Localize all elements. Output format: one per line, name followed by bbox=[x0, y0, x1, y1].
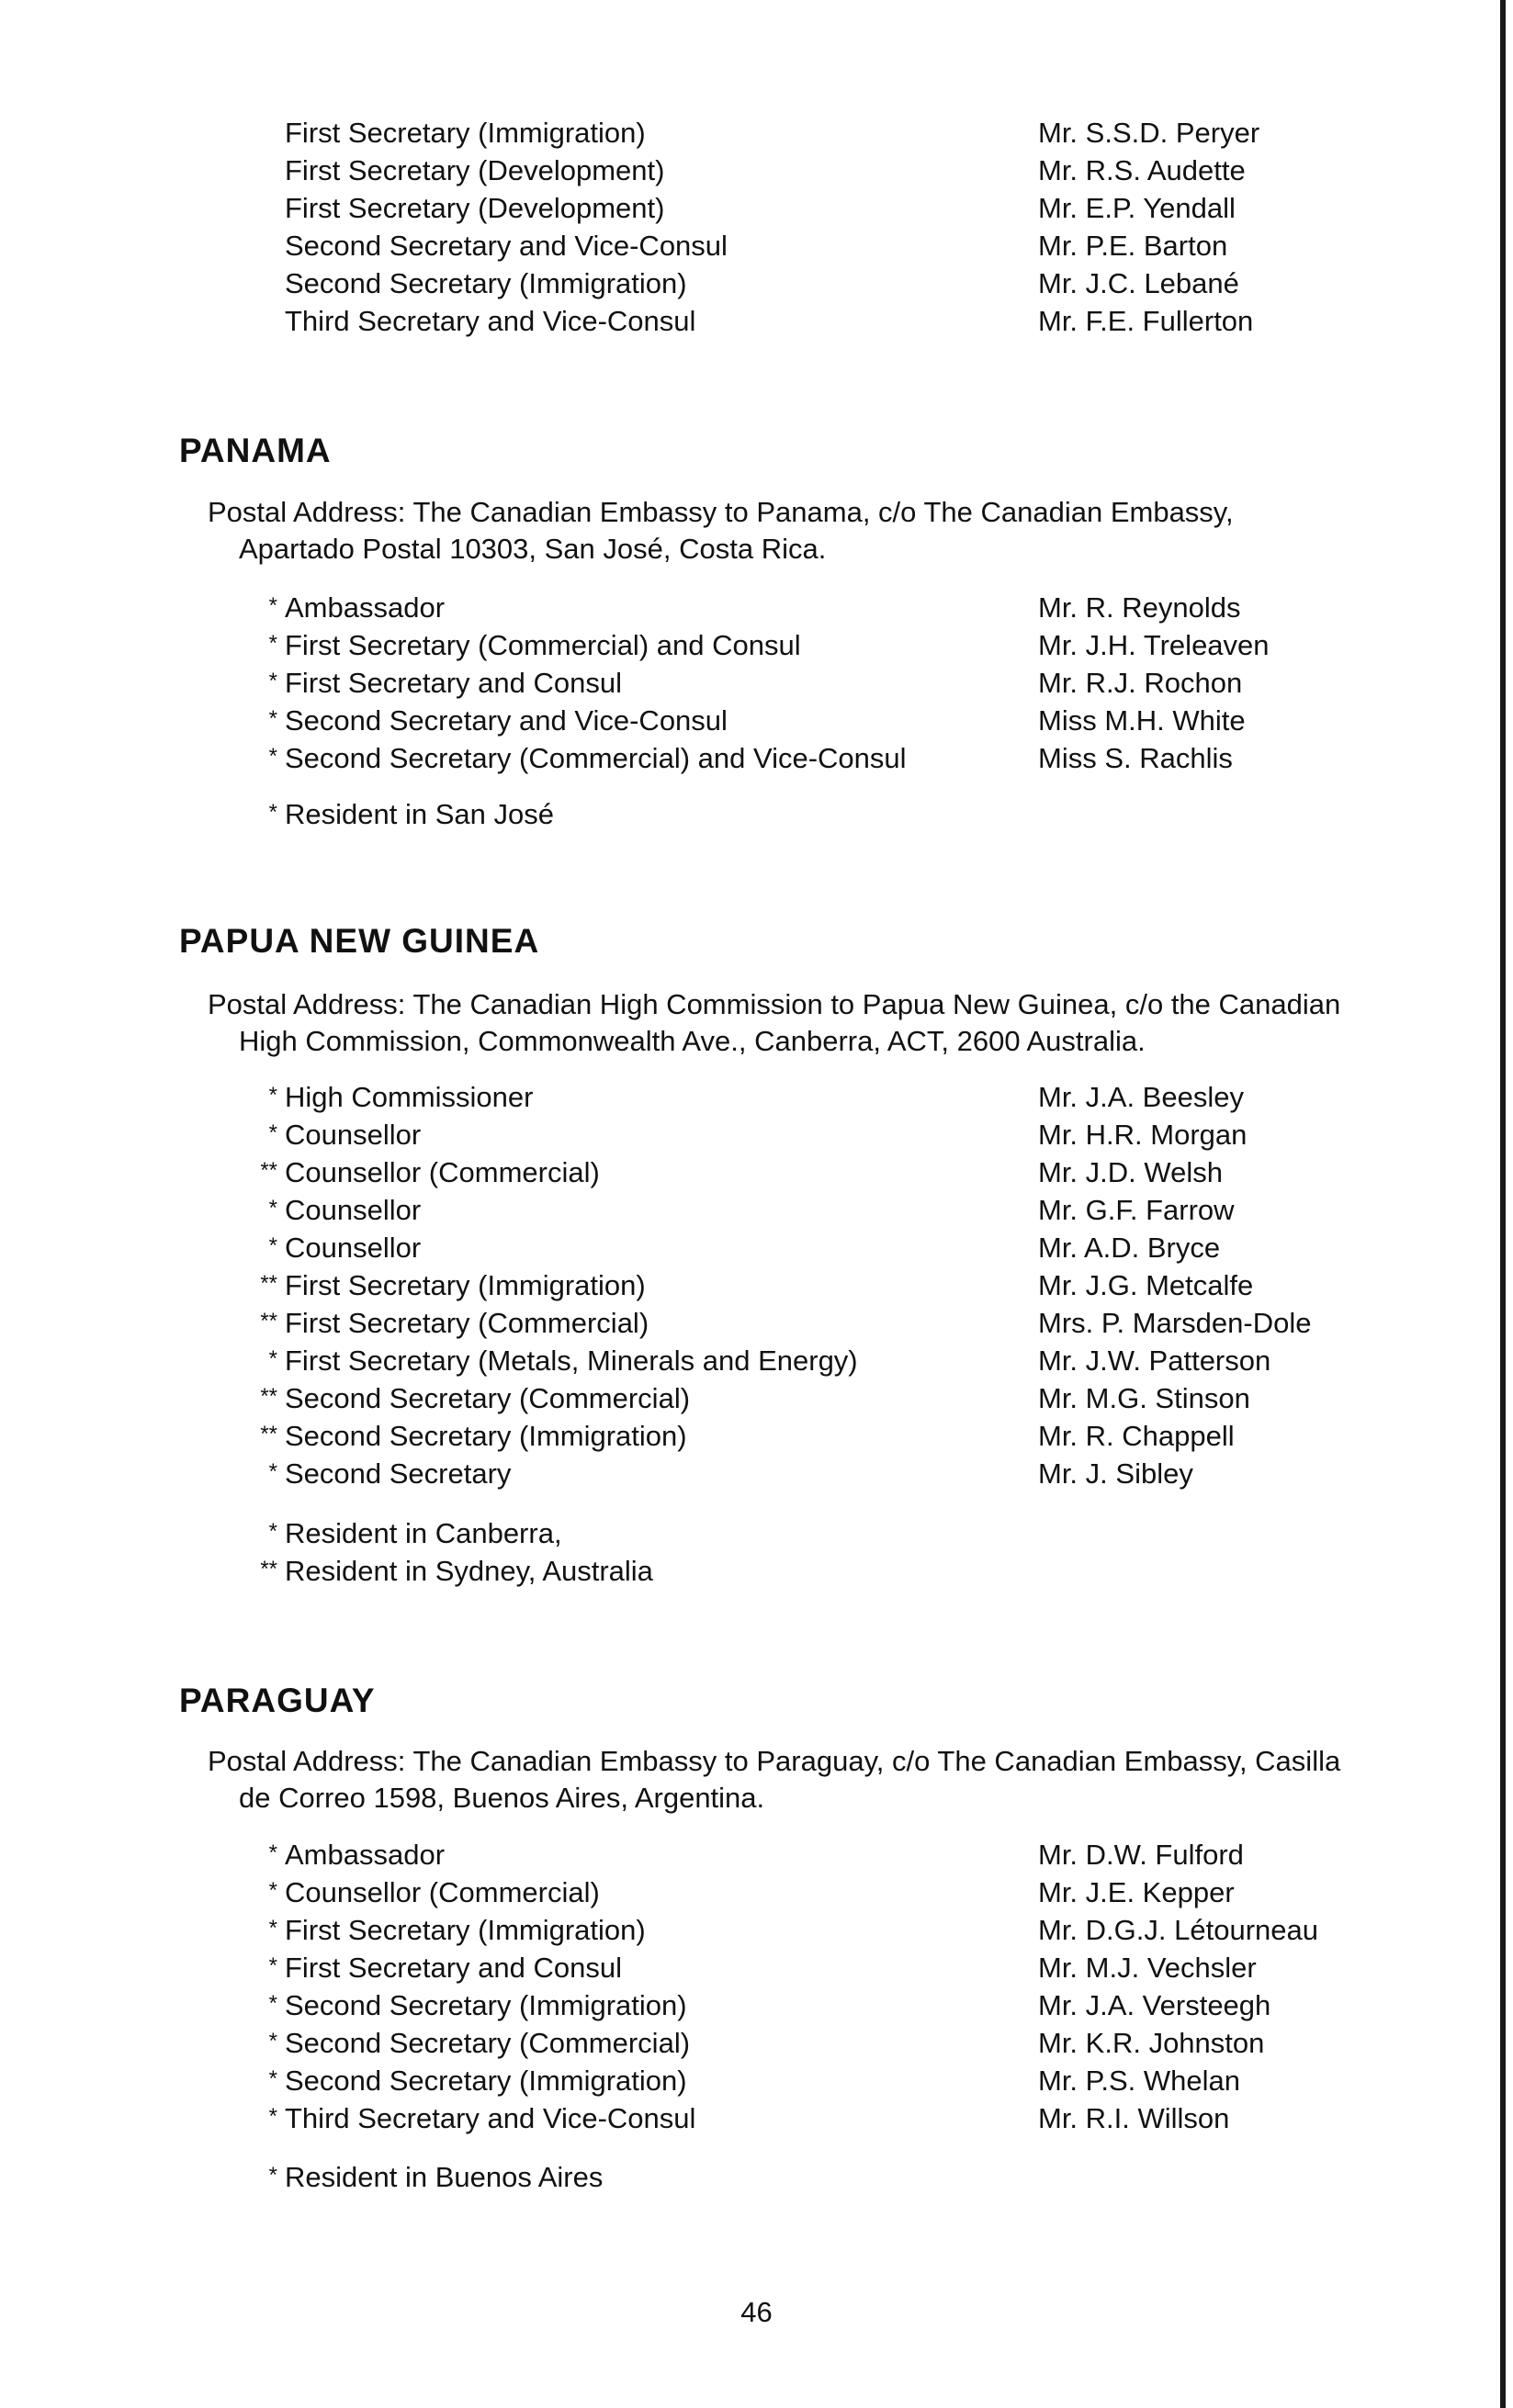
page-number: 46 bbox=[740, 2296, 773, 2328]
staff-row bbox=[0, 1078, 1488, 1116]
staff-row bbox=[0, 2099, 1488, 2137]
position-title: First Secretary (Immigration) bbox=[285, 1269, 646, 1301]
staff-row bbox=[0, 152, 1488, 189]
officer-name: Mr. P.E. Barton bbox=[1038, 230, 1228, 262]
footnote-line bbox=[0, 1514, 827, 1552]
position-title: First Secretary (Immigration) bbox=[285, 1914, 646, 1946]
position-title: Second Secretary (Immigration) bbox=[285, 1989, 687, 2021]
staff-row bbox=[0, 2062, 1488, 2099]
officer-name: Mr. D.G.J. Létourneau bbox=[1038, 1914, 1318, 1946]
footnote-marker: * bbox=[268, 706, 277, 731]
footnote-marker: * bbox=[268, 1916, 277, 1941]
officer-name: Mr. R.S. Audette bbox=[1038, 154, 1246, 186]
officer-name: Mr. R. Chappell bbox=[1038, 1420, 1235, 1452]
officer-name: Mr. A.D. Bryce bbox=[1038, 1232, 1221, 1264]
section-heading-panama: PANAMA bbox=[179, 432, 332, 469]
footnote-marker: * bbox=[268, 631, 277, 656]
staff-row bbox=[0, 114, 1488, 152]
staff-row bbox=[0, 227, 1488, 264]
officer-name: Mr. R. Reynolds bbox=[1038, 591, 1241, 624]
footnote-marker: * bbox=[268, 2029, 277, 2054]
officer-name: Mrs. P. Marsden-Dole bbox=[1038, 1307, 1312, 1339]
staff-row bbox=[0, 2024, 1488, 2062]
position-title: Second Secretary (Immigration) bbox=[285, 2065, 687, 2097]
position-title: Second Secretary (Immigration) bbox=[285, 1420, 687, 1452]
panama-staff-list bbox=[0, 589, 1488, 777]
footnote-marker: ** bbox=[260, 1422, 277, 1446]
staff-row bbox=[0, 1229, 1488, 1266]
officer-name: Mr. P.S. Whelan bbox=[1038, 2065, 1240, 2097]
officer-name: Mr. J.E. Kepper bbox=[1038, 1876, 1235, 1908]
footnote-marker: ** bbox=[260, 1384, 277, 1409]
staff-row bbox=[0, 302, 1488, 340]
position-title: First Secretary and Consul bbox=[285, 1952, 622, 1984]
position-title: Second Secretary (Commercial) and Vice-Consul bbox=[285, 742, 907, 774]
position-title: Third Secretary and Vice-Consul bbox=[285, 2102, 696, 2134]
position-title: Ambassador bbox=[285, 591, 446, 624]
footnote-marker: * bbox=[268, 2104, 277, 2129]
officer-name: Mr. J.D. Welsh bbox=[1038, 1156, 1223, 1188]
staff-row bbox=[0, 1379, 1488, 1417]
paraguay-postal-address bbox=[208, 1743, 1494, 1817]
staff-row bbox=[0, 626, 1488, 664]
footnote-marker: * bbox=[268, 2163, 277, 2188]
paraguay-notes bbox=[0, 2158, 827, 2196]
position-title: Ambassador bbox=[285, 1839, 446, 1871]
footnote-marker: * bbox=[268, 1083, 277, 1108]
position-title: First Secretary (Commercial) and Consul bbox=[285, 629, 801, 661]
footnote-marker: * bbox=[268, 1840, 277, 1865]
officer-name: Mr. J.W. Patterson bbox=[1038, 1345, 1271, 1377]
staff-row bbox=[0, 1911, 1488, 1949]
footnote-marker: * bbox=[268, 2066, 277, 2091]
footnote-marker: * bbox=[268, 1346, 277, 1371]
position-title: First Secretary and Consul bbox=[285, 667, 622, 699]
officer-name: Mr. J.A. Versteegh bbox=[1038, 1989, 1271, 2021]
footnote-text: Resident in San José bbox=[285, 798, 554, 830]
position-title: First Secretary (Development) bbox=[285, 154, 665, 186]
officer-name: Mr. J. Sibley bbox=[1038, 1457, 1193, 1490]
officer-name: Mr. J.H. Treleaven bbox=[1038, 629, 1270, 661]
position-title: Second Secretary and Vice-Consul bbox=[285, 704, 728, 737]
footnote-marker: * bbox=[268, 1196, 277, 1221]
staff-row bbox=[0, 664, 1488, 702]
staff-row bbox=[0, 1342, 1488, 1379]
footnote-marker: * bbox=[268, 1519, 277, 1544]
staff-row bbox=[0, 702, 1488, 739]
footnote-line bbox=[0, 1552, 827, 1590]
staff-row bbox=[0, 1116, 1488, 1153]
staff-row bbox=[0, 1949, 1488, 1986]
position-title: Counsellor bbox=[285, 1194, 422, 1226]
position-title: Third Secretary and Vice-Consul bbox=[285, 305, 696, 337]
footnote-marker: * bbox=[268, 1120, 277, 1145]
footnote-line bbox=[0, 795, 827, 833]
staff-row bbox=[0, 739, 1488, 777]
staff-row bbox=[0, 1191, 1488, 1229]
footnote-marker: ** bbox=[260, 1158, 277, 1183]
position-title: Counsellor (Commercial) bbox=[285, 1156, 600, 1188]
footnote-marker: * bbox=[268, 1878, 277, 1903]
officer-name: Mr. G.F. Farrow bbox=[1038, 1194, 1235, 1226]
staff-row bbox=[0, 1153, 1488, 1191]
footnote-text: Resident in Sydney, Australia bbox=[285, 1555, 653, 1587]
footnote-marker: * bbox=[268, 1991, 277, 2016]
footnote-marker: * bbox=[268, 1233, 277, 1258]
position-title: First Secretary (Commercial) bbox=[285, 1307, 649, 1339]
papua-staff-list bbox=[0, 1078, 1488, 1492]
footnote-marker: * bbox=[268, 1953, 277, 1978]
officer-name: Miss S. Rachlis bbox=[1038, 742, 1233, 774]
footnote-marker: * bbox=[268, 669, 277, 693]
section-heading-papua-new-guinea: PAPUA NEW GUINEA bbox=[179, 922, 540, 960]
staff-row bbox=[0, 589, 1488, 626]
position-title: Counsellor bbox=[285, 1119, 422, 1151]
postal-line-1: Postal Address: The Canadian Embassy to Paraguay, c/o The Canadian Embassy, Casilla bbox=[208, 1745, 1341, 1777]
staff-row bbox=[0, 1266, 1488, 1304]
officer-name: Mr. M.G. Stinson bbox=[1038, 1382, 1250, 1414]
officer-name: Mr. F.E. Fullerton bbox=[1038, 305, 1254, 337]
papua-postal-address bbox=[208, 986, 1494, 1060]
panama-notes bbox=[0, 795, 827, 833]
staff-row bbox=[0, 1874, 1488, 1911]
officer-name: Mr. R.J. Rochon bbox=[1038, 667, 1243, 699]
position-title: First Secretary (Immigration) bbox=[285, 117, 646, 149]
staff-row bbox=[0, 1836, 1488, 1874]
footnote-marker: ** bbox=[260, 1271, 277, 1296]
officer-name: Mr. E.P. Yendall bbox=[1038, 192, 1236, 224]
position-title: Second Secretary and Vice-Consul bbox=[285, 230, 728, 262]
position-title: Second Secretary (Commercial) bbox=[285, 1382, 691, 1414]
footnote-marker: ** bbox=[260, 1309, 277, 1333]
postal-line-2: High Commission, Commonwealth Ave., Canberra, ACT, 2600 Australia. bbox=[239, 1025, 1146, 1057]
position-title: Counsellor bbox=[285, 1232, 422, 1264]
officer-name: Mr. J.C. Lebané bbox=[1038, 267, 1239, 299]
position-title: Second Secretary (Commercial) bbox=[285, 2027, 691, 2059]
position-title: High Commissioner bbox=[285, 1081, 534, 1113]
staff-row bbox=[0, 1417, 1488, 1455]
footnote-marker: * bbox=[268, 593, 277, 618]
staff-row bbox=[0, 1986, 1488, 2024]
officer-name: Mr. M.J. Vechsler bbox=[1038, 1952, 1257, 1984]
footnote-text: Resident in Canberra, bbox=[285, 1517, 562, 1549]
staff-row bbox=[0, 1304, 1488, 1342]
panama-postal-address bbox=[208, 494, 1494, 568]
footnote-marker: * bbox=[268, 1459, 277, 1484]
officer-name: Mr. S.S.D. Peryer bbox=[1038, 117, 1260, 149]
footnote-marker: * bbox=[268, 800, 277, 825]
position-title: Counsellor (Commercial) bbox=[285, 1876, 600, 1908]
postal-line-1: Postal Address: The Canadian Embassy to Panama, c/o The Canadian Embassy, bbox=[208, 496, 1234, 528]
officer-name: Mr. J.G. Metcalfe bbox=[1038, 1269, 1254, 1301]
officer-name: Miss M.H. White bbox=[1038, 704, 1246, 737]
officer-name: Mr. D.W. Fulford bbox=[1038, 1839, 1244, 1871]
officer-name: Mr. K.R. Johnston bbox=[1038, 2027, 1265, 2059]
top-section-staff-list bbox=[0, 114, 1488, 340]
postal-line-2: Apartado Postal 10303, San José, Costa Rica. bbox=[239, 533, 827, 565]
paraguay-staff-list bbox=[0, 1836, 1488, 2137]
footnote-text: Resident in Buenos Aires bbox=[285, 2161, 604, 2193]
postal-line-2: de Correo 1598, Buenos Aires, Argentina. bbox=[239, 1782, 765, 1814]
officer-name: Mr. R.I. Willson bbox=[1038, 2102, 1230, 2134]
position-title: First Secretary (Development) bbox=[285, 192, 665, 224]
position-title: Second Secretary (Immigration) bbox=[285, 267, 687, 299]
staff-row bbox=[0, 189, 1488, 227]
staff-row bbox=[0, 264, 1488, 302]
footnote-marker: ** bbox=[260, 1557, 277, 1581]
page-edge-rule bbox=[1500, 0, 1506, 2408]
officer-name: Mr. J.A. Beesley bbox=[1038, 1081, 1244, 1113]
footnote-marker: * bbox=[268, 744, 277, 769]
postal-line-1: Postal Address: The Canadian High Commission to Papua New Guinea, c/o the Canadian bbox=[208, 988, 1341, 1020]
section-heading-paraguay: PARAGUAY bbox=[179, 1682, 376, 1719]
position-title: First Secretary (Metals, Minerals and Energy) bbox=[285, 1345, 858, 1377]
position-title: Second Secretary bbox=[285, 1457, 512, 1490]
officer-name: Mr. H.R. Morgan bbox=[1038, 1119, 1248, 1151]
papua-notes bbox=[0, 1514, 827, 1590]
footnote-line bbox=[0, 2158, 827, 2196]
staff-row bbox=[0, 1455, 1488, 1492]
